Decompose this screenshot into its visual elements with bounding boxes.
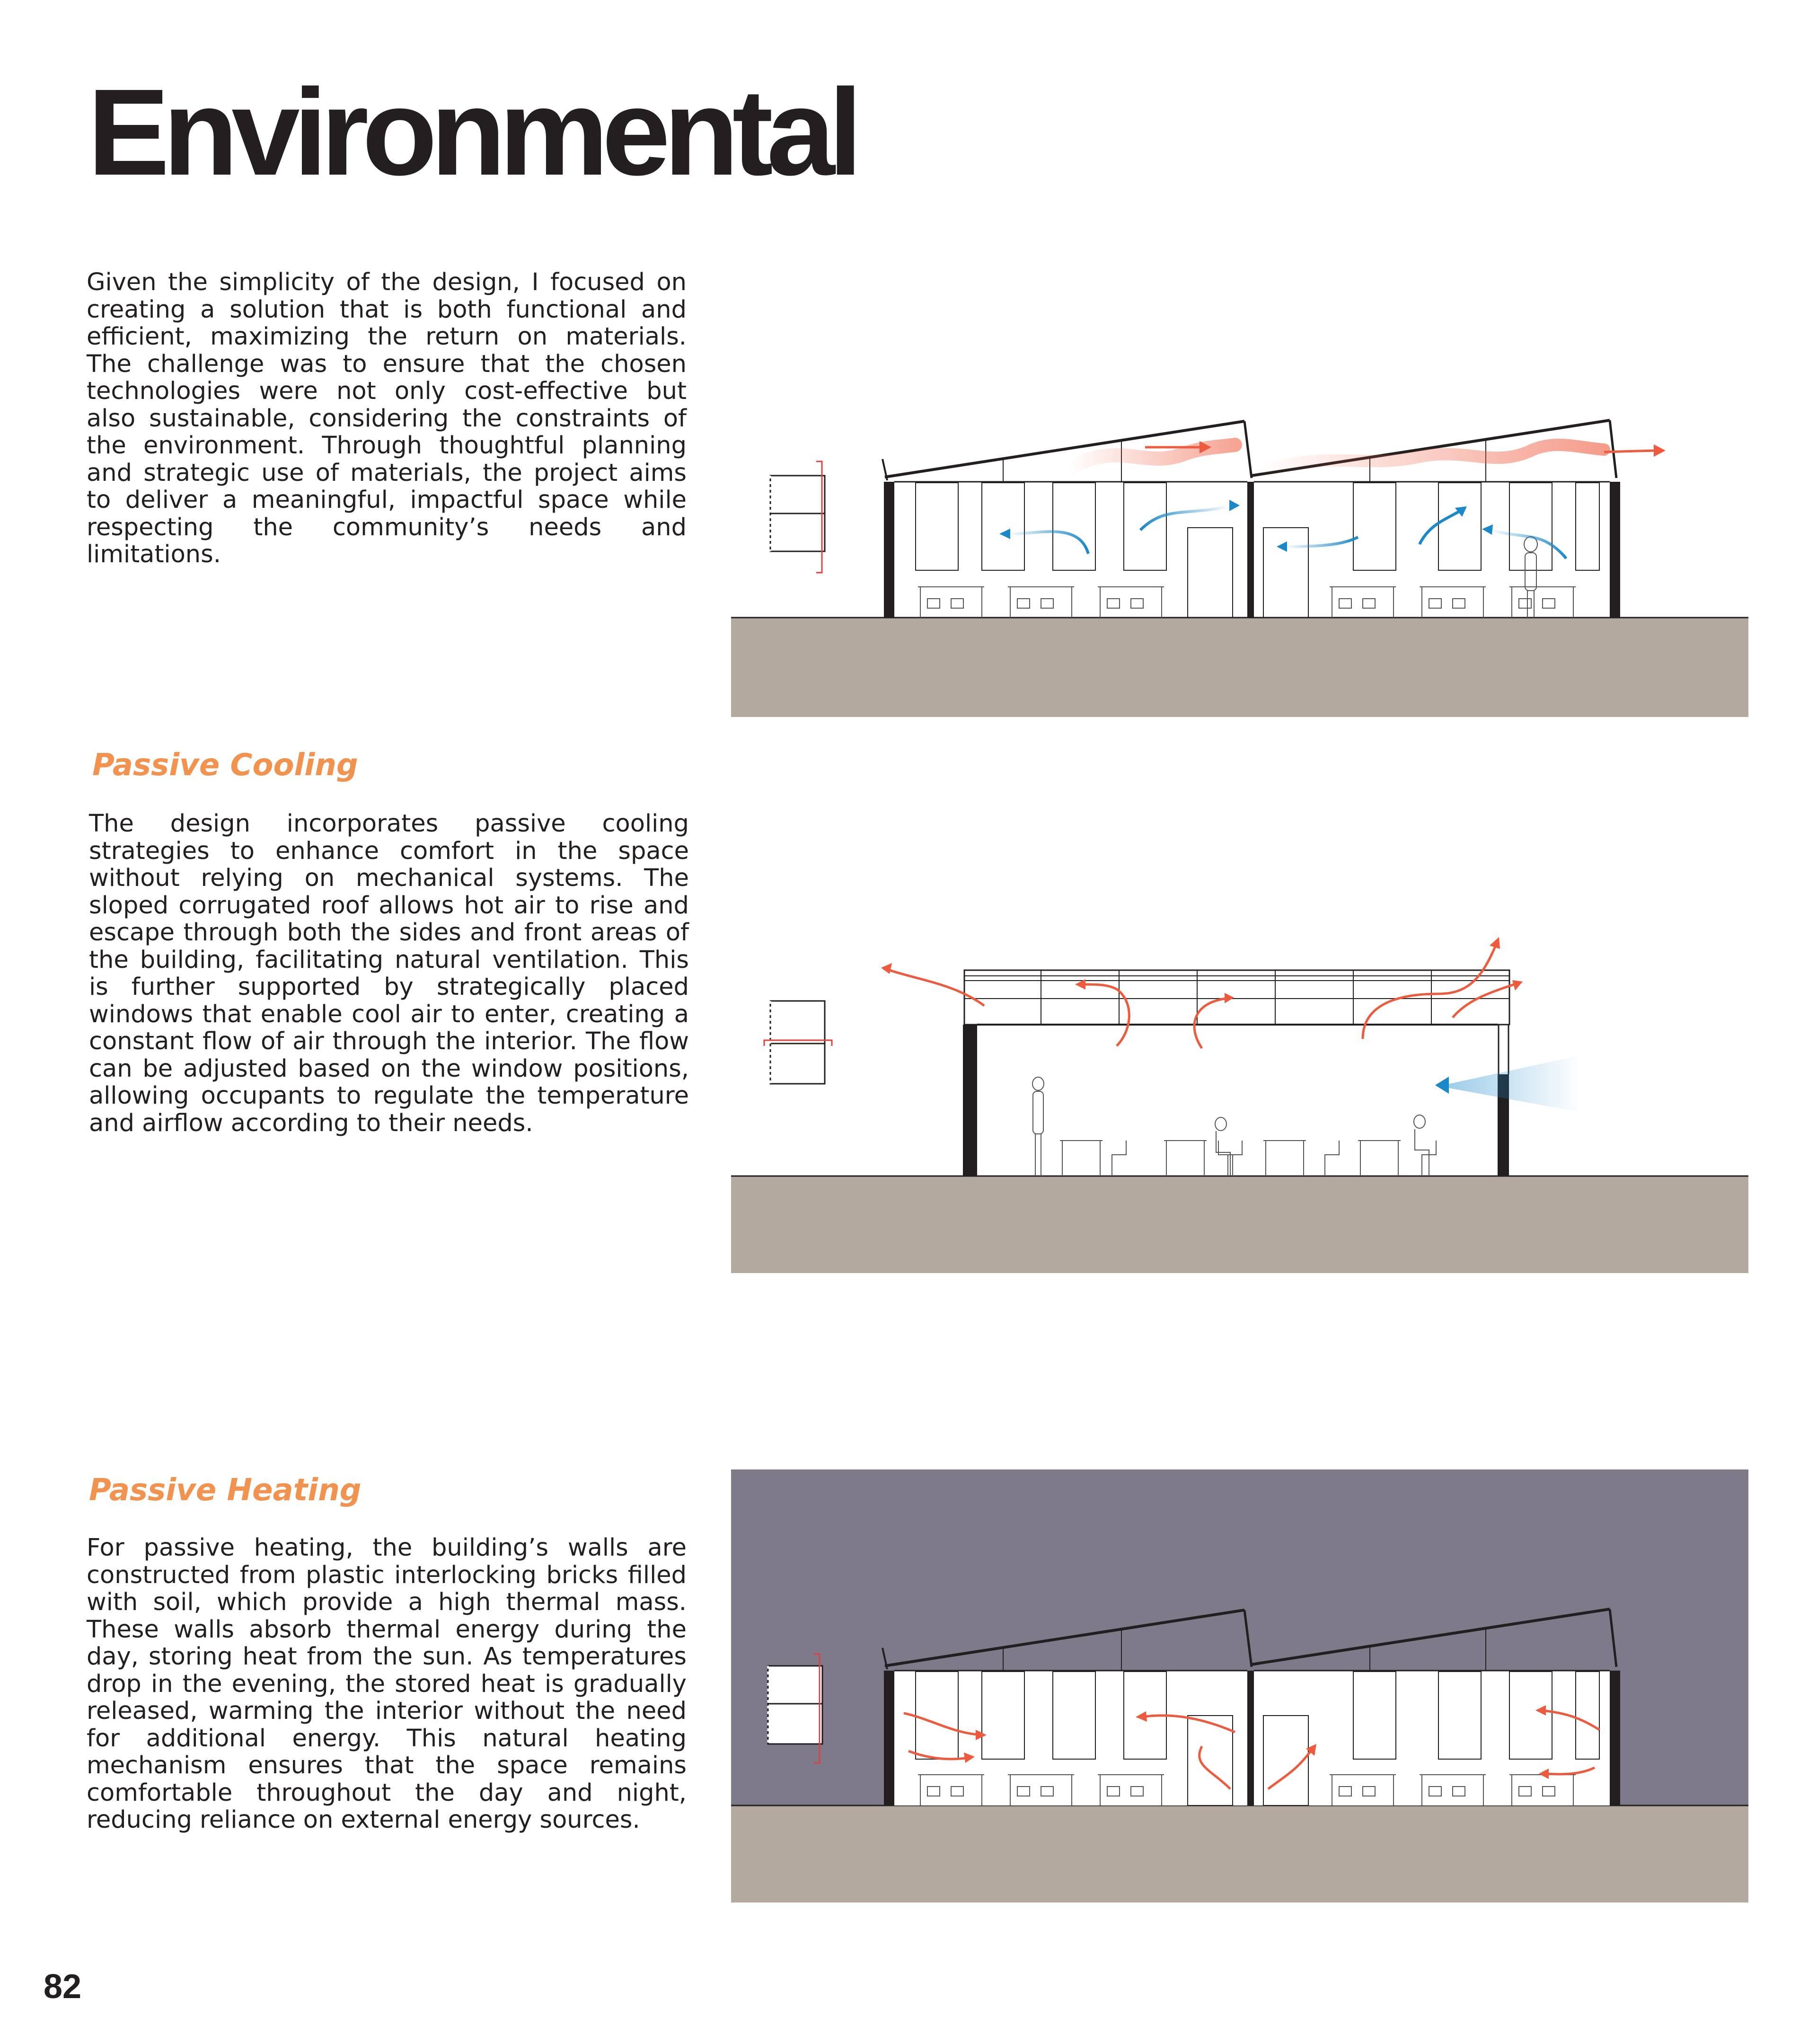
- passive-cooling-heading: Passive Cooling: [92, 748, 358, 783]
- ground-block: [731, 1805, 1748, 1902]
- passive-heating-heading: Passive Heating: [89, 1473, 362, 1508]
- flat-roof: [964, 970, 1509, 1025]
- ground-block: [731, 1176, 1748, 1273]
- page-number: 82: [44, 1968, 82, 2006]
- warm-air-flow: [881, 937, 1523, 1048]
- section-diagram-passive-heating: [729, 1467, 1751, 1907]
- furniture: [918, 537, 1576, 618]
- intro-paragraph: Given the simplicity of the design, I focused on creating a solution that is both functional and efficient, maximizing the return on materials. The challenge was to ensure that the chosen technologies were not only cost-effective but also sustainable, considering the constraints of the environment. Through thoughtful planning and strategic use of materials, the project aims to deliver a meaningful, impactful space while respecting the community’s needs and limitations.: [87, 268, 687, 568]
- section-diagram-ventilation: [729, 412, 1751, 719]
- furniture: [1032, 1077, 1436, 1176]
- page-title: Environmental: [88, 64, 856, 201]
- sawtooth-roof: [882, 420, 1616, 482]
- passive-heating-paragraph: For passive heating, the building’s walls are constructed from plastic interlocking bricks filled with soil, which provide a high thermal mass. These walls absorb thermal energy during the day, storing heat from the sun. As temperatures drop in the evening, the stored heat is gradually released, warming the interior without the need for additional energy. This natural heating mechanism ensures that the space remains comfortable throughout the day and night, reducing reliance on external energy sources.: [87, 1534, 687, 1834]
- key-plan: [764, 1001, 832, 1084]
- passive-cooling-paragraph: The design incorporates passive cooling strategies to enhance comfort in the space without relying on mechanical systems. The sloped corrugated roof allows hot air to rise and escape through both the sides and front areas of the building, facilitating natural ventilation. This is further supported by strategically placed windows that enable cool air to enter, creating a constant flow of air through the interior. The flow can be adjusted based on the window positions, allowing occupants to regulate the temperature and airflow according to their needs.: [89, 810, 689, 1137]
- ground-block: [731, 618, 1748, 717]
- key-plan: [770, 461, 825, 573]
- interior-windows: [916, 483, 1599, 618]
- section-diagram-passive-cooling: [729, 923, 1751, 1278]
- warm-air-flow: [1069, 441, 1666, 473]
